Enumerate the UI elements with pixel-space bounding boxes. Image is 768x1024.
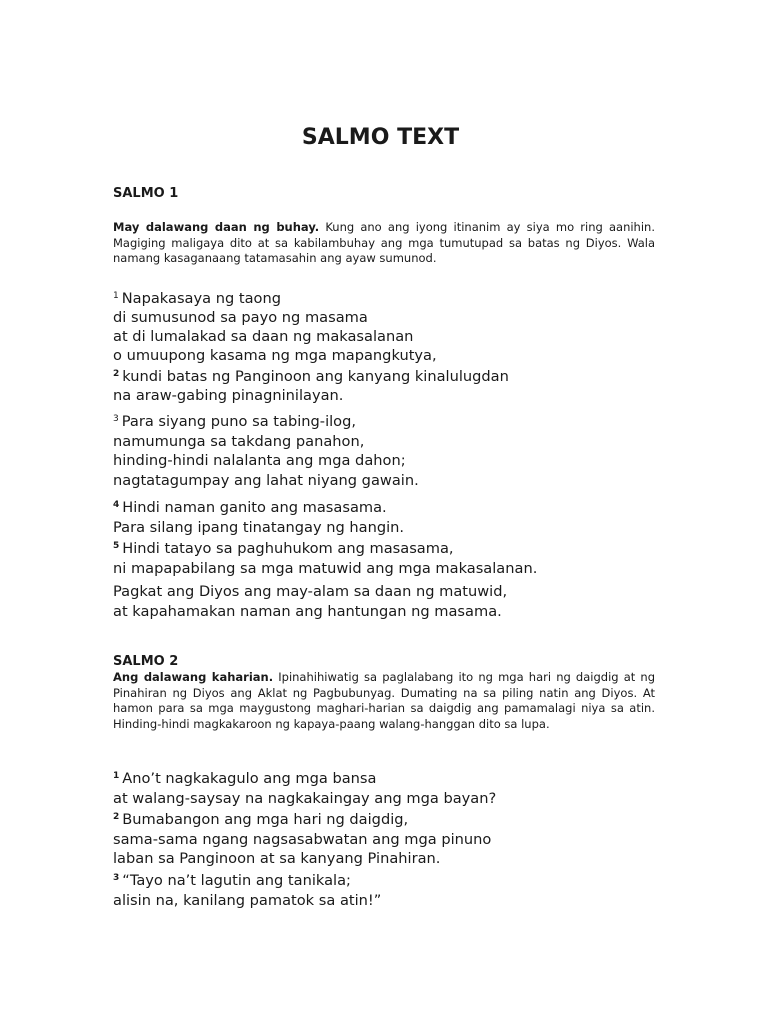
psalm-1-stanza-2	[113, 410, 419, 490]
verse-line: hinding-hindi nalalanta ang mga dahon;	[113, 452, 406, 469]
psalm-2-stanza-1	[113, 767, 496, 910]
verse-line: at walang-saysay na nagkakaingay ang mga bayan?	[113, 789, 497, 807]
verse-line: Para silang ipang tinatangay ng hangin.	[113, 518, 405, 536]
verse-line	[113, 808, 496, 830]
verse-line: at di lumalakad sa daan ng makasalanan	[113, 328, 414, 345]
verse-line	[113, 365, 509, 386]
verse-line	[113, 869, 496, 891]
verse-text: Napakasaya ng taong	[121, 290, 281, 307]
psalm-2-intro-text: Ipinahihiwatig sa paglalabang ito ng mga hari ng daigdig at ng Pinahiran ng Diyos ang Aklat ng Pagbubunyag. Dumating na sa piling natin ang Diyos. At hamon para sa mga maygustong maghari-harian sa daigdig ang pamamalagi niya sa atin. Hinding-hindi magkakaroon ng kapaya-paang walang-hanggan dito sa lupa.	[113, 670, 656, 731]
verse-line: at kapahamakan naman ang hantungan ng masama.	[113, 603, 502, 620]
verse-number: 2	[113, 812, 120, 823]
psalm-1-stanza-4	[113, 582, 507, 622]
verse-text: kundi batas ng Panginoon ang kanyang kinalulugdan	[122, 368, 509, 385]
verse-number: 2	[113, 369, 120, 379]
verse-text: Bumabangon ang mga hari ng daigdig,	[122, 811, 409, 829]
verse-line: laban sa Panginoon at sa kanyang Pinahiran.	[113, 850, 441, 868]
verse-number: 1	[113, 771, 120, 781]
verse-text: Hindi naman ganito ang masasama.	[122, 499, 387, 516]
verse-line	[113, 767, 496, 789]
verse-line: Pagkat ang Diyos ang may-alam sa daan ng matuwid,	[113, 583, 508, 600]
verse-number: 1	[113, 291, 119, 301]
verse-line	[113, 410, 419, 432]
verse-text: “Tayo na’t lagutin ang tanikala;	[122, 871, 351, 889]
verse-text: Para siyang puno sa tabing-ilog,	[121, 413, 357, 430]
verse-line: namumunga sa takdang panahon,	[113, 432, 365, 450]
verse-text: Hindi tatayo sa paghuhukom ang masasama,	[122, 540, 454, 557]
verse-line: ni mapapabilang sa mga matuwid ang mga makasalanan.	[113, 559, 538, 577]
verse-number: 5	[113, 541, 120, 551]
psalm-1-heading: SALMO 1	[113, 186, 179, 201]
verse-text: Ano’t nagkakagulo ang mga bansa	[122, 770, 377, 787]
verse-line: alisin na, kanilang pamatok sa atin!”	[113, 891, 382, 909]
verse-line: nagtatagumpay ang lahat niyang gawain.	[113, 471, 419, 489]
verse-number: 4	[113, 500, 120, 510]
verse-number: 3	[113, 414, 119, 424]
psalm-1-stanza-3	[113, 496, 537, 578]
verse-number: 3	[113, 872, 120, 883]
verse-line	[113, 496, 537, 518]
verse-line: sama-sama ngang nagsasabwatan ang mga pinuno	[113, 830, 492, 848]
psalm-2-intro	[113, 670, 655, 732]
psalm-2-intro-summary: Ang dalawang kaharian.	[113, 670, 274, 684]
verse-line	[113, 287, 509, 308]
psalm-1-stanza-1	[113, 287, 509, 405]
psalm-1-intro	[113, 220, 655, 267]
psalm-2-heading: SALMO 2	[113, 654, 179, 669]
verse-line: o umuupong kasama ng mga mapangkutya,	[113, 347, 437, 364]
verse-line: di sumusunod sa payo ng masama	[113, 309, 368, 326]
verse-line: na araw-gabing pinagninilayan.	[113, 387, 344, 404]
psalm-1-intro-text: Kung ano ang iyong itinanim ay siya mo ring aanihin. Magiging maligaya dito at sa kabilambuhay ang mga tumutupad sa batas ng Diyos. Wala namang kasaganaang tatamasahin ang ayaw sumunod.	[113, 220, 655, 265]
verse-line	[113, 537, 537, 559]
document-title: SALMO TEXT	[301, 125, 460, 150]
psalm-1-intro-summary: May dalawang daan ng buhay.	[113, 220, 320, 234]
